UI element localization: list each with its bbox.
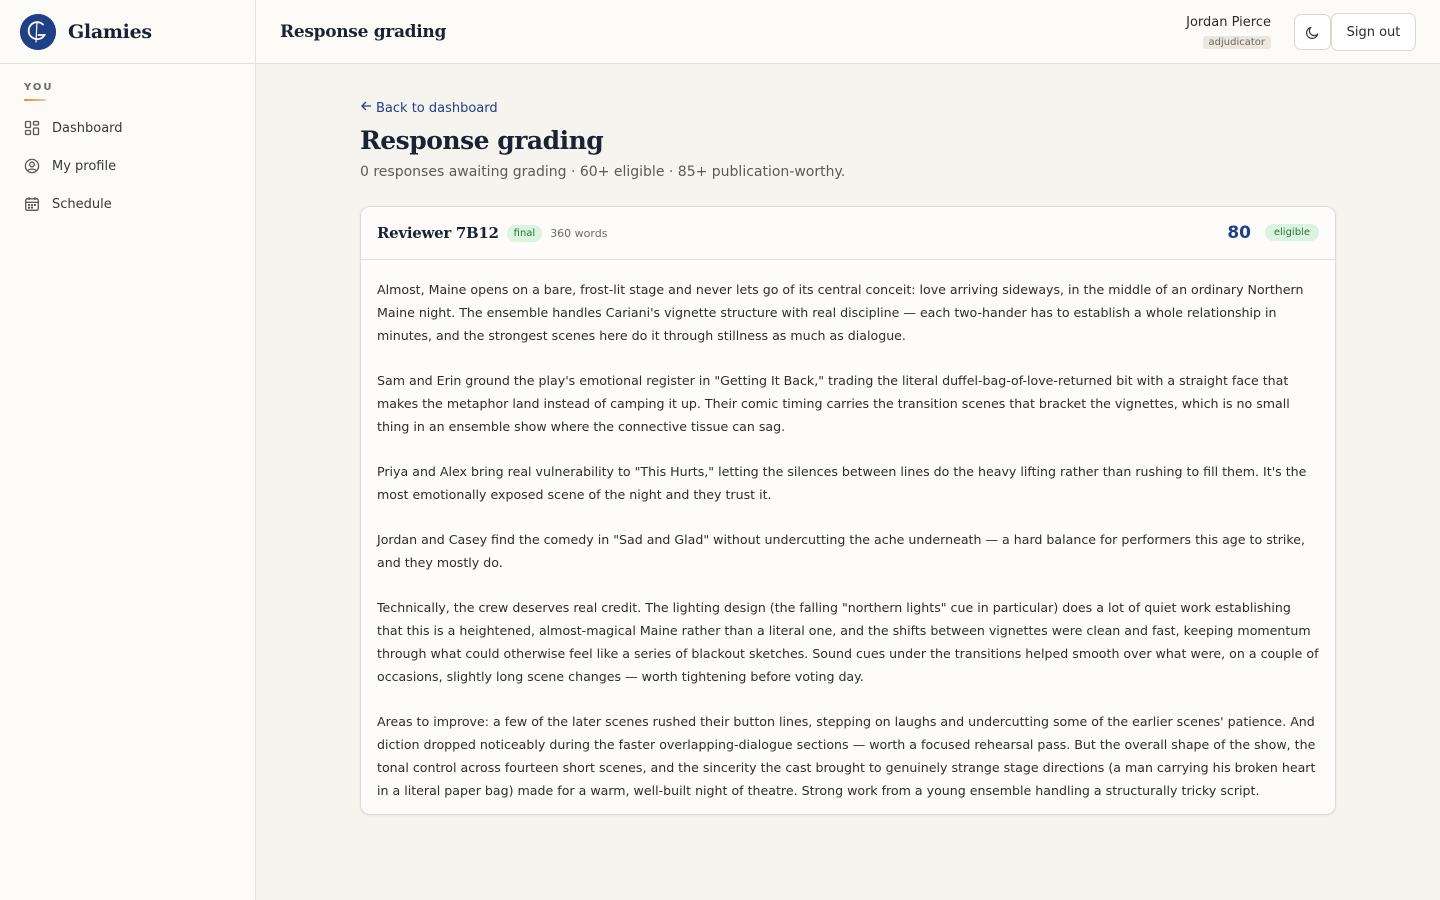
word-count: 360 words (550, 226, 608, 240)
back-to-dashboard-link[interactable] (360, 100, 498, 116)
sidebar-item-label: Dashboard (52, 120, 123, 136)
calendar-icon (24, 196, 40, 212)
user-role-badge: adjudicator (1203, 36, 1272, 49)
score-value: 80 (1227, 223, 1251, 243)
dashboard-icon (24, 120, 40, 136)
user-info (1186, 15, 1271, 49)
response-card-header (361, 207, 1335, 260)
user-name: Jordan Pierce (1186, 15, 1271, 30)
sidebar-item-schedule[interactable] (24, 185, 231, 223)
status-badge: final (507, 225, 543, 242)
topbar-title: Response grading (280, 21, 447, 42)
user-circle-icon (24, 158, 40, 174)
sidebar-item-label: Schedule (52, 196, 112, 212)
brand-name: Glamies (68, 20, 152, 43)
response-paragraph: Almost, Maine opens on a bare, frost-lit stage and never lets go of its central conceit: love arriving sideways, in the middle of an ordinary Northern Maine night. The ensemble handles Cariani's vignette structure with real discipline — each two-hander has to establish a whole relationship in minutes, and the strongest scenes here do it through stillness as much as dialogue. (377, 282, 1304, 343)
eligibility-badge: eligible (1265, 224, 1319, 241)
response-body (361, 260, 1335, 814)
main-content (360, 64, 1336, 815)
sign-out-button[interactable]: Sign out (1331, 13, 1416, 51)
response-paragraph: Sam and Erin ground the play's emotional register in "Getting It Back," trading the literal duffel-bag-of-love-returned bit with a straight face that makes the metaphor land instead of camping it up. Their comic timing carries the transition scenes that bracket the vignettes, which is no small thing in an ensemble show where the connective tissue can sag. (377, 373, 1290, 434)
topbar (256, 0, 1440, 64)
sidebar-item-my-profile[interactable] (24, 147, 231, 185)
response-paragraph: Areas to improve: a few of the later scenes rushed their button lines, stepping on laughs and undercutting some of the earlier scenes' patience. And diction dropped noticeably during the faster overlapping-dialogue sections — worth a focused rehearsal pass. But the overall shape of the show, the tonal control across fourteen short scenes, and the sincerity the cast brought to genuinely strange stage directions (a man carrying his broken heart in a literal paper bag) made for a warm, well-built night of theatre. Strong work from a young ensemble handling a structurally tricky script. (377, 714, 1316, 798)
back-link-label: Back to dashboard (376, 100, 498, 116)
response-paragraph: Technically, the crew deserves real credit. The lighting design (the falling "northern lights" cue in particular) does a lot of quiet work establishing that this is a heightened, almost-magical Maine rather than a literal one, and the shifts between vignettes were clean and fast, keeping momentum through what could otherwise feel like a series of blackout sketches. Sound cues under the transitions helped smooth over what were, on a couple of occasions, slightly long scene changes — worth tightening before voting day. (377, 600, 1319, 684)
sidebar-item-dashboard[interactable] (24, 109, 231, 147)
theme-toggle-button[interactable] (1294, 14, 1331, 50)
response-paragraph: Jordan and Casey find the comedy in "Sad and Glad" without undercutting the ache underneath — a hard balance for performers this age to strike, and they mostly do. (377, 532, 1305, 570)
section-underline (24, 99, 46, 101)
arrow-left-icon (360, 100, 372, 116)
response-card (360, 206, 1336, 815)
glamies-logo-icon (20, 14, 56, 50)
sidebar-section-you (0, 64, 255, 223)
sidebar-item-label: My profile (52, 158, 117, 174)
page-title: Response grading (360, 126, 604, 155)
moon-icon (1305, 25, 1320, 40)
sidebar-section-heading: YOU (24, 82, 54, 93)
reviewer-name: Reviewer 7B12 (377, 224, 499, 242)
brand[interactable] (0, 0, 255, 64)
sidebar (0, 0, 256, 900)
page-subtitle: 0 responses awaiting grading · 60+ eligible · 85+ publication-worthy. (360, 164, 846, 180)
response-paragraph: Priya and Alex bring real vulnerability to "This Hurts," letting the silences between lines do the heavy lifting rather than rushing to fill them. It's the most emotionally exposed scene of the night and they trust it. (377, 464, 1307, 502)
